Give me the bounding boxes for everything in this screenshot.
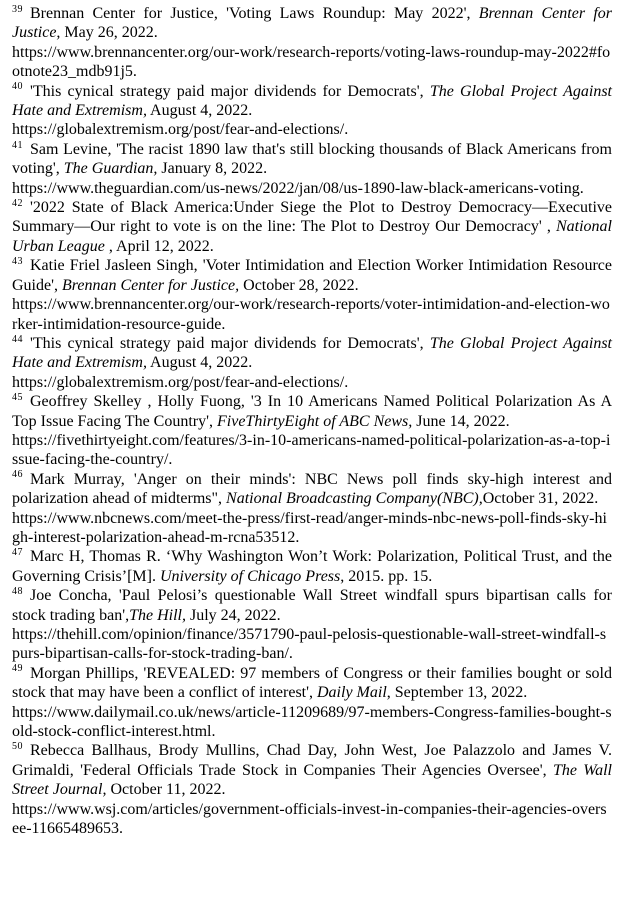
footnote-42 (12, 198, 612, 256)
footnote-number: 48 (12, 585, 23, 597)
footnote-text: Marc H, Thomas R. ‘Why Washington Won’t Work: Polarization, Political Trust, and the Governing Crisis’[M]. (12, 548, 612, 585)
footnote-number: 46 (12, 469, 23, 481)
footnote-text: Geoffrey Skelley , Holly Fuong, '3 In 10 Americans Named Political Polarization As A Top Issue Facing The Country', (12, 393, 612, 430)
footnote-number: 39 (12, 3, 23, 15)
footnote-text: October 28, 2022. (239, 276, 359, 294)
footnote-text: June 14, 2022. (412, 412, 510, 430)
footnote-source-title: Brennan Center for Justice, (61, 276, 240, 294)
footnote-text: Sam Levine, 'The racist 1890 law that's still blocking thousands of Black Americans from voting', (12, 140, 612, 178)
footnote-number: 41 (12, 139, 23, 151)
footnote-source-title: The Global Project Against Hate and Extremism, (12, 82, 612, 120)
footnote-text: August 4, 2022. (146, 102, 253, 120)
footnote-number: 40 (12, 81, 23, 93)
footnote-text: 'This cynical strategy paid major dividends for Democrats', (30, 334, 430, 352)
footnote-text: January 8, 2022. (157, 160, 268, 178)
footnote-number: 49 (12, 663, 23, 675)
footnote-number: 43 (12, 255, 23, 267)
footnote-text: Joe Concha, 'Paul Pelosi’s questionable Wall Street windfall spurs bipartisan calls for stock trading ban', (12, 587, 612, 624)
footnote-url: https://thehill.com/opinion/finance/3571790-paul-pelosis-questionable-wall-street-windfall-spurs-bipartisan-calls-for-stock-trading-ban/. (12, 626, 607, 663)
footnote-number: 42 (12, 197, 23, 209)
footnote-source-title: National Broadcasting Company(NBC), (226, 490, 483, 508)
footnote-url: https://globalextremism.org/post/fear-and-elections/. (12, 373, 349, 391)
footnote-text: October 31, 2022. (482, 490, 599, 508)
footnote-url: https://www.dailymail.co.uk/news/article-11209689/97-members-Congress-families-bought-sold-stock-conflict-interest.html. (12, 703, 612, 741)
footnote-number: 45 (12, 391, 23, 403)
footnote-text: May 26, 2022. (60, 24, 158, 42)
footnote-43 (12, 256, 612, 334)
footnote-source-title: University of Chicago Press (159, 567, 341, 585)
footnote-text: , September 13, 2022. (386, 684, 528, 702)
footnote-text: Katie Friel Jasleen Singh, 'Voter Intimidation and Election Worker Intimidation Resource Guide', (12, 257, 612, 294)
footnote-39 (12, 4, 612, 82)
footnote-source-title: The Global Project Against Hate and Extremism, (12, 334, 612, 372)
footnote-text: , 2015. pp. 15. (340, 567, 433, 585)
footnote-text: '2022 State of Black America:Under Siege the Plot to Destroy Democracy—Executive Summary—Our right to vote is on the line: The Plot to Destroy Our Democracy' , (12, 199, 612, 236)
footnote-41 (12, 140, 612, 198)
footnote-number: 47 (12, 547, 23, 559)
footnote-text: July 24, 2022. (185, 606, 281, 624)
footnote-text: October 11, 2022. (106, 781, 226, 799)
footnote-url: https://www.wsj.com/articles/government-officials-invest-in-companies-their-agencies-oversee-11665489653. (12, 800, 607, 838)
footnote-number: 44 (12, 333, 23, 345)
footnote-source-title: The Wall Street Journal, (12, 761, 613, 799)
footnote-50 (12, 741, 612, 838)
footnote-text: August 4, 2022. (146, 354, 253, 372)
footnote-46 (12, 470, 612, 548)
footnote-source-title: Brennan Center for Justice, (12, 5, 612, 42)
footnote-url: https://globalextremism.org/post/fear-and-elections/. (12, 121, 349, 139)
footnote-text: Mark Murray, 'Anger on their minds': NBC News poll finds sky-high interest and polarization ahead of midterms", (12, 470, 612, 508)
footnote-48 (12, 586, 612, 664)
footnote-url: https://www.brennancenter.org/our-work/research-reports/voting-laws-roundup-may-2022#footnote23_mdb91j5. (12, 43, 611, 81)
footnote-text: Brennan Center for Justice, 'Voting Laws Roundup: May 2022', (30, 5, 479, 22)
footnote-text: 'This cynical strategy paid major dividends for Democrats', (30, 82, 430, 100)
footnote-url: https://www.brennancenter.org/our-work/research-reports/voter-intimidation-and-election-worker-intimidation-resource-guide. (12, 296, 610, 333)
footnote-url: https://www.theguardian.com/us-news/2022/jan/08/us-1890-law-black-americans-voting. (12, 179, 584, 197)
footnote-47 (12, 547, 612, 586)
footnote-source-title: Daily Mail (317, 684, 387, 702)
footnote-source-title: The Guardian, (63, 160, 158, 178)
footnote-url: https://www.nbcnews.com/meet-the-press/first-read/anger-minds-nbc-news-poll-finds-sky-high-interest-polarization-ahead-m-rcna53512. (12, 509, 607, 546)
footnote-source-title: The Hill, (129, 606, 186, 624)
footnote-44 (12, 334, 612, 392)
footnote-url: https://fivethirtyeight.com/features/3-in-10-americans-named-political-polarization-as-a-top-issue-facing-the-country/. (12, 431, 611, 469)
footnote-text: , April 12, 2022. (104, 237, 214, 255)
footnote-49 (12, 664, 612, 742)
footnote-number: 50 (12, 741, 23, 753)
footnote-40 (12, 82, 612, 140)
footnote-source-title: FiveThirtyEight of ABC News, (217, 412, 413, 430)
footnote-text: Rebecca Ballhaus, Brody Mullins, Chad Day, John West, Joe Palazzolo and James V. Grimaldi, 'Federal Officials Trade Stock in Companies Their Agencies Oversee', (12, 742, 612, 779)
footnote-list (12, 4, 612, 838)
footnote-source-title: National Urban League (12, 218, 612, 255)
footnote-text: Morgan Phillips, 'REVEALED: 97 members of Congress or their families bought or sold stock that may have been a conflict of interest', (12, 664, 612, 702)
footnote-45 (12, 392, 612, 470)
